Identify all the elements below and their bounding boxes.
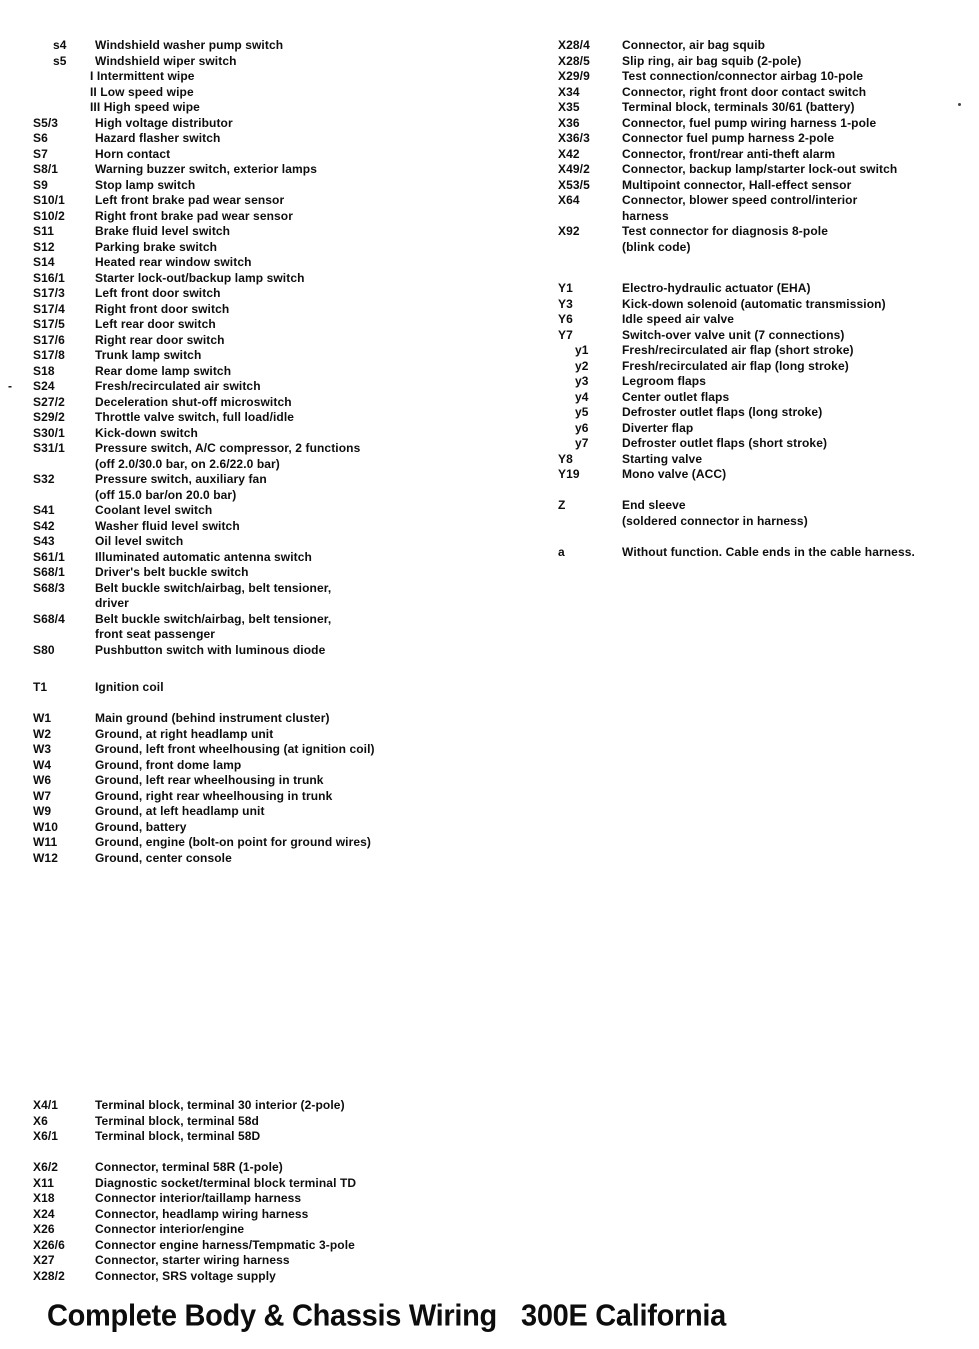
component-description: Horn contact [95, 146, 171, 161]
component-code: S10/2 [33, 208, 65, 223]
component-code: y2 [575, 358, 589, 373]
legend-row [33, 364, 533, 380]
component-code: S80 [33, 642, 55, 657]
component-code: Y6 [558, 312, 573, 326]
component-description: Fresh/recirculated air switch [95, 379, 261, 393]
component-code: W6 [33, 773, 52, 787]
component-description: II Low speed wipe [90, 84, 194, 99]
component-code: X36/3 [558, 131, 590, 145]
component-code: X28/5 [558, 53, 590, 68]
component-code: S5/3 [33, 115, 59, 130]
component-description: Connector, headlamp wiring harness [95, 1206, 309, 1221]
legend-row [558, 514, 976, 530]
group-gap [33, 866, 533, 1098]
legend-row [33, 1191, 533, 1207]
component-code: X18 [33, 1191, 55, 1205]
component-description: Ground, at right headlamp unit [95, 726, 274, 741]
legend-row [558, 131, 976, 147]
legend-row [558, 328, 976, 344]
component-code: s4 [53, 38, 67, 52]
component-code: S42 [33, 518, 55, 533]
legend-row [558, 436, 976, 452]
component-code: W1 [33, 711, 52, 725]
legend-row [33, 348, 533, 364]
component-code: W12 [33, 850, 58, 865]
component-description: Warning buzzer switch, exterior lamps [95, 162, 317, 176]
component-code: y4 [575, 389, 589, 404]
component-code: X4/1 [33, 1098, 59, 1112]
component-code: W2 [33, 726, 52, 741]
legend-row [558, 147, 976, 163]
legend-row [33, 851, 533, 867]
component-code [558, 514, 622, 530]
component-code: S17/4 [33, 301, 65, 316]
component-code: S17/8 [33, 348, 65, 362]
component-description: Parking brake switch [95, 239, 218, 254]
component-code: X64 [558, 193, 580, 207]
component-code: Z [558, 498, 566, 512]
component-description: Coolant level switch [95, 503, 213, 517]
component-code: y6 [575, 420, 589, 435]
component-description: Kick-down solenoid (automatic transmission) [622, 296, 886, 311]
component-description: Fresh/recirculated air flap (long stroke) [622, 358, 849, 373]
page-title-model: 300E California [520, 1299, 727, 1333]
legend-row [33, 1176, 533, 1192]
component-code [33, 69, 95, 85]
component-code: X36 [558, 115, 580, 130]
component-description: Windshield washer pump switch [95, 38, 284, 52]
component-description: Rear dome lamp switch [95, 363, 232, 378]
component-description: Terminal block, terminals 30/61 (battery) [622, 100, 855, 114]
legend-row [33, 789, 533, 805]
component-description: End sleeve [622, 498, 686, 512]
component-code: s5 [53, 53, 67, 68]
legend-row [33, 131, 533, 147]
component-description: Switch-over valve unit (7 connections) [622, 327, 845, 342]
component-code: S17/3 [33, 286, 65, 300]
legend-row [33, 534, 533, 550]
component-code [558, 240, 622, 256]
component-description: Connector, backup lamp/starter lock-out switch [622, 162, 898, 176]
component-description: Brake fluid level switch [95, 224, 231, 238]
legend-row [33, 727, 533, 743]
component-code: Y3 [558, 296, 573, 311]
component-description: front seat passenger [95, 627, 216, 641]
component-description: Right front brake pad wear sensor [95, 208, 294, 223]
component-code: X26 [33, 1222, 55, 1236]
legend-row [33, 410, 533, 426]
component-code: Y7 [558, 327, 573, 342]
component-description: (off 2.0/30.0 bar, on 2.6/22.0 bar) [95, 456, 280, 471]
component-code: X26/6 [33, 1237, 65, 1252]
component-description: driver [95, 596, 129, 610]
legend-row [33, 1269, 533, 1285]
legend-row [33, 69, 533, 85]
component-code: Y19 [558, 467, 580, 481]
component-code [558, 209, 622, 225]
component-description: Starting valve [622, 451, 703, 466]
legend-row [33, 162, 533, 178]
component-code: S11 [33, 224, 54, 238]
component-code: Y1 [558, 281, 573, 295]
legend-row [33, 758, 533, 774]
legend-row [33, 1222, 533, 1238]
component-code: X35 [558, 100, 580, 114]
component-description: Windshield wiper switch [95, 53, 237, 68]
component-code: a [558, 544, 565, 559]
legend-row [33, 1238, 533, 1254]
legend-row [33, 488, 533, 504]
component-code: S61/1 [33, 549, 65, 564]
legend-row [33, 596, 533, 612]
component-code: X27 [33, 1253, 55, 1267]
component-description: Defroster outlet flaps (short stroke) [622, 436, 828, 450]
legend-row [558, 54, 976, 70]
legend-row [33, 627, 533, 643]
component-description: Defroster outlet flaps (long stroke) [622, 405, 823, 419]
component-code: X53/5 [558, 177, 590, 192]
component-description: Pressure switch, auxiliary fan [95, 472, 267, 486]
component-code: S68/3 [33, 580, 65, 595]
legend-row [558, 421, 976, 437]
legend-row [33, 209, 533, 225]
legend-row [558, 178, 976, 194]
component-code: S10/1 [33, 193, 65, 207]
component-description: Illuminated automatic antenna switch [95, 549, 312, 564]
legend-row [33, 441, 533, 457]
component-code [33, 488, 95, 504]
legend-row [558, 359, 976, 375]
legend-row [558, 116, 976, 132]
component-description: Center outlet flaps [622, 389, 730, 404]
component-description: Electro-hydraulic actuator (EHA) [622, 281, 811, 295]
component-description: Diagnostic socket/terminal block terminal TD [95, 1175, 357, 1190]
component-description: (off 15.0 bar/on 20.0 bar) [95, 487, 237, 502]
component-description: Main ground (behind instrument cluster) [95, 711, 330, 725]
component-code: S18 [33, 363, 55, 378]
component-description: Left rear door switch [95, 317, 216, 331]
component-description: Hazard flasher switch [95, 131, 221, 145]
legend-row [33, 395, 533, 411]
component-code: X28/4 [558, 38, 590, 52]
component-code: S43 [33, 534, 55, 548]
component-code: W9 [33, 804, 52, 818]
component-code: X29/9 [558, 69, 590, 83]
component-code: S31/1 [33, 441, 65, 455]
legend-row [558, 312, 976, 328]
component-description: Fresh/recirculated air flap (short stroke) [622, 343, 854, 357]
component-code: S7 [33, 146, 48, 161]
legend-row [558, 467, 976, 483]
component-code [33, 100, 95, 116]
component-description: Pushbutton switch with luminous diode [95, 642, 326, 657]
component-description: Trunk lamp switch [95, 348, 202, 362]
component-description: Connector, right front door contact switch [622, 84, 867, 99]
legend-row [33, 426, 533, 442]
component-description: Connector interior/engine [95, 1222, 245, 1236]
legend-row [33, 457, 533, 473]
component-code [33, 596, 95, 612]
legend-row [33, 1129, 533, 1145]
legend-row [33, 379, 533, 395]
legend-row [33, 302, 533, 318]
component-description: Connector, front/rear anti-theft alarm [622, 146, 836, 161]
legend-row [33, 612, 533, 628]
group-gap [33, 696, 533, 712]
component-description: Legroom flaps [622, 374, 706, 388]
margin-dash-artifact: - [8, 379, 12, 393]
component-description: Ground, battery [95, 819, 187, 834]
component-description: Mono valve (ACC) [622, 467, 727, 481]
legend-row [33, 804, 533, 820]
component-description: Test connection/connector airbag 10-pole [622, 69, 864, 83]
component-description: High voltage distributor [95, 115, 233, 130]
component-description: Idle speed air valve [622, 312, 735, 326]
component-code: X6/1 [33, 1129, 59, 1143]
component-description: (soldered connector in harness) [622, 513, 808, 528]
component-description: Terminal block, terminal 58D [95, 1129, 261, 1143]
component-description: Connector, SRS voltage supply [95, 1268, 276, 1283]
legend-row [33, 193, 533, 209]
component-description: Deceleration shut-off microswitch [95, 394, 292, 409]
component-code: y7 [575, 436, 589, 450]
component-code: W3 [33, 742, 52, 756]
legend-row [33, 742, 533, 758]
component-description: Connector, starter wiring harness [95, 1253, 290, 1267]
legend-row [558, 240, 976, 256]
component-description: Connector fuel pump harness 2-pole [622, 131, 835, 145]
component-code [33, 85, 95, 101]
component-description: III High speed wipe [90, 100, 200, 114]
component-description: harness [622, 208, 669, 223]
group-gap [33, 1145, 533, 1161]
component-description: Right front door switch [95, 301, 230, 316]
component-description: Connector engine harness/Tempmatic 3-pole [95, 1237, 355, 1252]
component-code: S68/4 [33, 611, 65, 626]
component-code: X6/2 [33, 1160, 59, 1174]
component-description: Diverter flap [622, 420, 694, 435]
group-gap [558, 255, 976, 281]
component-code: X6 [33, 1113, 48, 1128]
component-code: y5 [575, 405, 589, 419]
component-code: S16/1 [33, 270, 65, 285]
legend-row [558, 281, 976, 297]
legend-row [558, 405, 976, 421]
component-code: S9 [33, 177, 48, 192]
component-code [33, 457, 95, 473]
component-description: Connector interior/taillamp harness [95, 1191, 302, 1205]
legend-row [558, 374, 976, 390]
component-code: S24 [33, 379, 55, 393]
component-description: Slip ring, air bag squib (2-pole) [622, 53, 802, 68]
component-code: S17/5 [33, 317, 65, 331]
component-description: Connector, terminal 58R (1-pole) [95, 1160, 283, 1174]
component-description: Connector, fuel pump wiring harness 1-pole [622, 115, 877, 130]
component-description: Washer fluid level switch [95, 518, 240, 533]
component-description: Terminal block, terminal 30 interior (2-pole) [95, 1098, 345, 1112]
group-gap [558, 529, 976, 545]
component-description: Ground, left rear wheelhousing in trunk [95, 773, 324, 787]
legend-row [33, 835, 533, 851]
legend-row [33, 317, 533, 333]
component-code [33, 627, 95, 643]
group-gap [33, 658, 533, 680]
component-description: Ground, front dome lamp [95, 757, 242, 772]
component-code: S29/2 [33, 410, 65, 424]
legend-row [33, 680, 533, 696]
legend-row [558, 85, 976, 101]
component-description: Ground, at left headlamp unit [95, 804, 265, 818]
legend-row [33, 643, 533, 659]
component-code: X92 [558, 224, 580, 238]
component-code: y1 [575, 343, 589, 357]
component-code: S68/1 [33, 565, 65, 579]
component-code: y3 [575, 374, 589, 388]
legend-row [33, 333, 533, 349]
legend-row [33, 1098, 533, 1114]
legend-row [33, 38, 533, 54]
legend-row [33, 550, 533, 566]
legend-row [33, 224, 533, 240]
legend-row [558, 224, 976, 240]
legend-row [33, 286, 533, 302]
legend-row [33, 1207, 533, 1223]
legend-row [33, 271, 533, 287]
legend-row [33, 240, 533, 256]
legend-row [558, 38, 976, 54]
component-description: Terminal block, terminal 58d [95, 1113, 259, 1128]
legend-row [558, 193, 976, 209]
component-description: Pressure switch, A/C compressor, 2 functions [95, 441, 361, 455]
component-description: (blink code) [622, 239, 691, 254]
component-code: W10 [33, 819, 58, 834]
component-description: Connector, blower speed control/interior [622, 193, 858, 207]
component-code: S12 [33, 239, 55, 254]
legend-row [558, 69, 976, 85]
component-description: Multipoint connector, Hall-effect sensor [622, 177, 852, 192]
component-code: X28/2 [33, 1268, 65, 1283]
legend-row [33, 85, 533, 101]
component-code: S41 [33, 503, 55, 517]
component-code: X11 [33, 1175, 54, 1190]
component-description: Without function. Cable ends in the cable harness. [622, 544, 915, 559]
component-code: S30/1 [33, 425, 65, 440]
legend-row [33, 581, 533, 597]
component-code: X49/2 [558, 162, 590, 176]
component-description: Test connector for diagnosis 8-pole [622, 224, 828, 238]
legend-row [33, 116, 533, 132]
component-description: Stop lamp switch [95, 177, 196, 192]
legend-row [33, 773, 533, 789]
page-title-main: Complete Body & Chassis Wiring [47, 1299, 497, 1333]
legend-row [33, 1160, 533, 1176]
legend-row [558, 297, 976, 313]
component-code: T1 [33, 680, 48, 694]
legend-row [33, 519, 533, 535]
component-code: S14 [33, 255, 55, 269]
component-code: S8/1 [33, 162, 59, 176]
component-code: S27/2 [33, 394, 65, 409]
legend-column-right [558, 38, 976, 560]
component-description: Kick-down switch [95, 425, 198, 440]
legend-row [33, 54, 533, 70]
component-description: Ground, engine (bolt-on point for ground wires) [95, 835, 371, 849]
component-description: Driver's belt buckle switch [95, 565, 249, 579]
legend-row [33, 255, 533, 271]
component-code: W4 [33, 757, 52, 772]
component-description: Starter lock-out/backup lamp switch [95, 270, 305, 285]
component-description: Connector, air bag squib [622, 38, 766, 52]
component-description: Left front brake pad wear sensor [95, 193, 285, 207]
component-code: S32 [33, 472, 55, 486]
legend-column-left [33, 38, 533, 1284]
component-description: Left front door switch [95, 286, 221, 300]
component-code: Y8 [558, 451, 573, 466]
legend-row [558, 343, 976, 359]
component-code: X24 [33, 1206, 55, 1221]
component-code: W7 [33, 788, 52, 803]
component-code: S6 [33, 131, 48, 145]
page-title [47, 1299, 726, 1334]
component-description: Throttle valve switch, full load/idle [95, 410, 295, 424]
legend-row [33, 147, 533, 163]
legend-row [558, 498, 976, 514]
component-description: Ignition coil [95, 680, 164, 694]
legend-row [33, 503, 533, 519]
legend-row [558, 545, 976, 561]
legend-row [33, 711, 533, 727]
component-code: X42 [558, 146, 580, 161]
legend-row [33, 472, 533, 488]
component-description: Oil level switch [95, 534, 184, 548]
component-code: W11 [33, 835, 58, 849]
legend-row [558, 162, 976, 178]
legend-row [558, 209, 976, 225]
legend-row [33, 1114, 533, 1130]
legend-row [558, 390, 976, 406]
component-description: Ground, left front wheelhousing (at ignition coil) [95, 742, 375, 756]
component-code: X34 [558, 84, 580, 99]
legend-row [558, 100, 976, 116]
component-description: Belt buckle switch/airbag, belt tensioner, [95, 580, 332, 595]
component-code: S17/6 [33, 332, 65, 347]
component-description: I Intermittent wipe [90, 69, 195, 83]
component-description: Heated rear window switch [95, 255, 252, 269]
legend-row [33, 1253, 533, 1269]
legend-row [33, 178, 533, 194]
legend-row [558, 452, 976, 468]
legend-row [33, 565, 533, 581]
component-description: Ground, center console [95, 850, 232, 865]
component-description: Belt buckle switch/airbag, belt tensioner, [95, 611, 332, 626]
legend-row [33, 100, 533, 116]
component-description: Right rear door switch [95, 332, 225, 347]
group-gap [558, 483, 976, 499]
component-description: Ground, right rear wheelhousing in trunk [95, 788, 333, 803]
legend-row [33, 820, 533, 836]
